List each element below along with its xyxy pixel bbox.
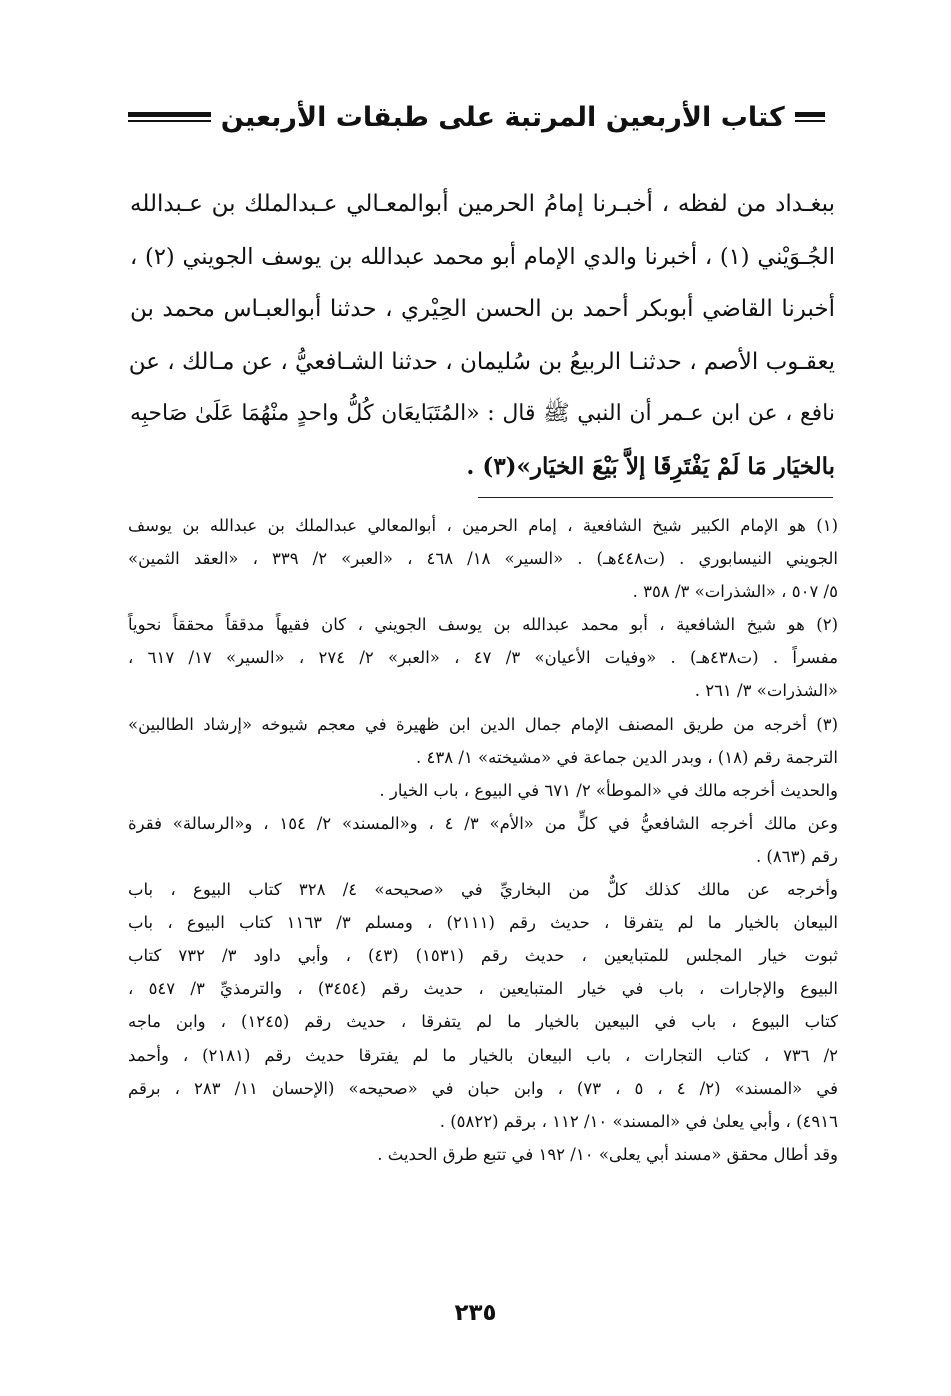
footnotes <box>128 509 838 1171</box>
footnote-line: مفسراً . (ت٤٣٨هـ) . «وفيات الأعيان» ٣/ ٤٧ ، «العبر» ٢/ ٢٧٤ ، «السير» ١٧/ ٦١٧ ، <box>128 648 838 668</box>
footnote-line: البيوع والإجارات ، باب في خيار المتبايعين ، حديث رقم (٣٤٥٤) ، والترمذيِّ ٣/ ٥٤٧ ، <box>128 979 839 999</box>
header-rule-right-thin <box>795 120 825 122</box>
page-number: ٢٣٥ <box>454 1300 497 1326</box>
book-title: كتاب الأربعين المرتبة على طبقات الأربعين <box>220 101 785 133</box>
footnote-line: الجويني النيسابوري . (ت٤٤٨هـ) . «السير» ١٨/ ٤٦٨ ، «العبر» ٢/ ٣٣٩ ، «العقد الثمين» <box>128 549 839 569</box>
footnote-line: (٢) هو شيخ الشافعية ، أبو محمد عبدالله بن يوسف الجويني ، كان فقيهاً مدققاً محققاً نحوياً <box>128 615 838 635</box>
text-line: الجُـوَيْني (١) ، أخبرنا والدي الإمام أبو محمد عبدالله بن يوسف الجويني (٢) ، <box>130 243 835 270</box>
header-rule-right <box>795 112 825 122</box>
text-line: ببغـداد من لفظه ، أخبـرنا إمامُ الحرمين أبوالمعـالي عـبدالملك بن عـبدالله <box>130 191 835 217</box>
footnote-line: كتاب البيوع ، باب في البيعين بالخيار ما لم يتفرقا ، حديث رقم (١٢٤٥) ، وابن ماجه <box>128 1012 838 1032</box>
footnote-line: ٢/ ٧٣٦ ، كتاب التجارات ، باب البيعان بالخيار ما لم يفترقا حديث رقم (٢١٨١) ، وأحمد <box>128 1045 838 1065</box>
footnote-line: (٣) أخرجه من طريق المصنف الإمام جمال الدين ابن ظهيرة في معجم شيوخه «إرشاد الطالبين» <box>128 714 838 734</box>
running-header <box>128 92 825 142</box>
footnote-line: في «المسند» (٢/ ٤ ، ٥ ، ٧٣) ، وابن حبان في «صحيحه» (الإحسان ١١/ ٢٨٣ ، برقم <box>128 1078 838 1098</box>
header-rule-left <box>128 112 211 122</box>
text-line: أخبرنا القاضي أبوبكر أحمد بن الحسن الحِيْري ، حدثنا أبوالعبـاس محمد بن <box>130 296 835 322</box>
footnote-line: وقد أطال محقق «مسند أبي يعلى» ١٠/ ١٩٢ في تتبع طرق الحديث . <box>377 1144 838 1164</box>
footnote-divider <box>478 497 833 498</box>
footnote-line: الترجمة رقم (١٨) ، وبدر الدين جماعة في «مشيخته» ١/ ٤٣٨ . <box>416 747 838 767</box>
footnote-line: ٤٩١٦) ، وأبي يعلىٰ في «المسند» ١٠/ ١١٢ ، برقم (٥٨٢٢) . <box>439 1111 838 1131</box>
footnote-line: ٥/ ٥٠٧ ، «الشذرات» ٣/ ٣٥٨ . <box>632 582 838 602</box>
footnote-line: وأخرجه عن مالك كذلك كلٌّ من البخاريِّ في «صحيحه» ٤/ ٣٢٨ كتاب البيوع ، باب <box>128 880 838 900</box>
footnote-line: ثبوت خيار المجلس للمتبايعين ، حديث رقم (١٥٣١) (٤٣) ، وأبي داود ٣/ ٧٣٢ كتاب <box>128 946 839 966</box>
header-rule-left-thin <box>128 120 211 122</box>
main-text <box>130 178 835 493</box>
footnote-line: والحديث أخرجه مالك في «الموطأ» ٢/ ٦٧١ في البيوع ، باب الخيار . <box>379 780 838 800</box>
text-line: نافع ، عن ابن عـمر أن النبي ﷺ قال : «المُتَبَايعَان كُلُّ واحدٍ منْهُمَا عَلَىٰ صَاحبِه <box>130 401 835 426</box>
header-rule-left-thick <box>128 112 211 117</box>
footnote-line: «الشذرات» ٣/ ٢٦١ . <box>694 681 838 701</box>
footnote-line: (١) هو الإمام الكبير شيخ الشافعية ، إمام الحرمين ، أبوالمعالي عبدالملك بن عبدالله بن يوسف <box>128 516 838 535</box>
footnote-line: البيعان بالخيار ما لم يتفرقا ، حديث رقم (٢١١١) ، ومسلم ٣/ ١١٦٣ كتاب البيوع ، باب <box>128 913 839 933</box>
footnote-line: رقم (٨٦٣) . <box>755 846 838 866</box>
text-line: بالخيَار مَا لَمْ يَفْتَرِقَا إلاَّ بَيْعَ الخيَار»(٣) . <box>466 452 835 480</box>
text-line: يعقـوب الأصم ، حدثنـا الربيعُ بن سُليمان ، حدثنا الشـافعيُّ ، عن مـالك ، عن <box>128 348 835 375</box>
footnote-line: وعن مالك أخرجه الشافعيُّ في كلٍّ من «الأم» ٣/ ٤ ، و«المسند» ٢/ ١٥٤ ، و«الرسالة» فقرة <box>128 813 838 833</box>
header-rule-right-thick <box>795 112 825 117</box>
